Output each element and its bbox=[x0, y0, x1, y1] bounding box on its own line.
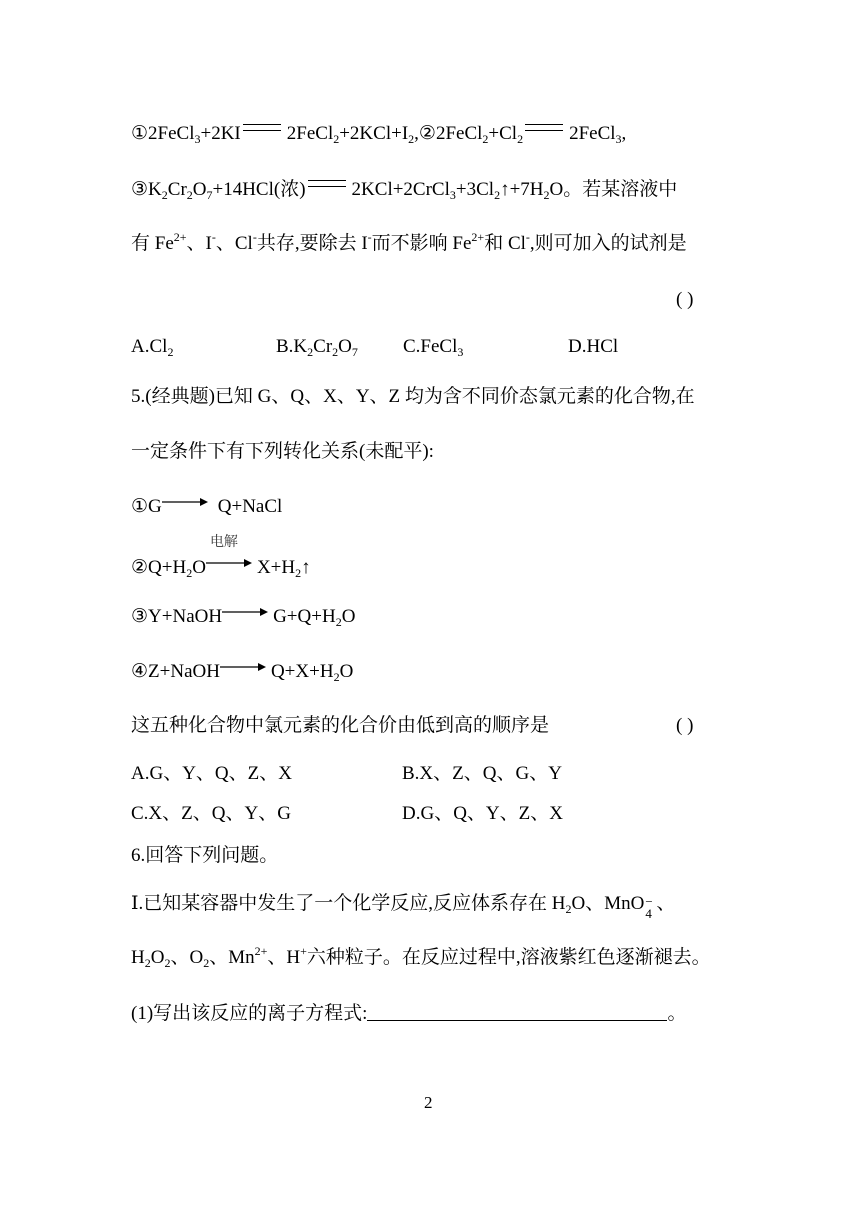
text: ,则可加入的试剂是 bbox=[529, 233, 687, 254]
superscript: - bbox=[211, 230, 216, 244]
subscript: 2 bbox=[482, 132, 489, 146]
q5-option-b: B.X、Z、Q、G、Y bbox=[402, 763, 562, 784]
q5-option-d: D.G、Q、Y、Z、X bbox=[402, 803, 563, 824]
text: 、O bbox=[170, 947, 204, 968]
subscript: 2 bbox=[161, 188, 168, 202]
text: O、MnO bbox=[571, 893, 645, 914]
text: 、Mn bbox=[209, 947, 255, 968]
text: ①2FeCl bbox=[131, 123, 195, 144]
text: O。若某溶液中 bbox=[549, 179, 678, 200]
text: O bbox=[192, 179, 207, 200]
subscript: 2 bbox=[307, 345, 314, 359]
text: ↑+7H bbox=[500, 179, 544, 200]
superscript: + bbox=[300, 944, 307, 958]
subscript: 2 bbox=[333, 132, 340, 146]
text: O bbox=[341, 606, 356, 627]
equals-sign bbox=[308, 180, 346, 187]
text: O bbox=[339, 661, 354, 682]
text: Q+NaCl bbox=[217, 496, 283, 517]
subscript: 2 bbox=[203, 956, 210, 970]
text: 、Cl bbox=[215, 233, 253, 254]
subscript: 2 bbox=[144, 956, 151, 970]
text: +3Cl bbox=[455, 179, 495, 200]
subscript: 3 bbox=[194, 132, 201, 146]
q5-option-c: C.X、Z、Q、Y、G bbox=[131, 803, 291, 824]
text: (1)写出该反应的离子方程式: bbox=[131, 1003, 368, 1024]
superscript: - bbox=[252, 230, 257, 244]
reaction-arrow-icon bbox=[220, 660, 266, 674]
subscript: 2 bbox=[517, 132, 524, 146]
subscript: 2 bbox=[335, 615, 342, 629]
superscript: 2+ bbox=[471, 230, 485, 244]
text: +2KCl+I bbox=[339, 123, 409, 144]
subscript: 2 bbox=[333, 670, 340, 684]
subscript: 4 bbox=[645, 906, 652, 921]
electrolysis-condition: 电解 bbox=[209, 534, 238, 550]
question-5-line-2: 一定条件下有下列转化关系(未配平): bbox=[131, 441, 434, 462]
text: ↑ bbox=[301, 557, 311, 578]
subscript: 2 bbox=[186, 188, 193, 202]
text: 而不影响 Fe bbox=[371, 233, 472, 254]
text: Cr bbox=[167, 179, 187, 200]
q6-paragraph-1 bbox=[131, 892, 676, 921]
text: ③K bbox=[131, 179, 162, 200]
q6-subquestion-1 bbox=[131, 1002, 686, 1026]
text: O bbox=[150, 947, 165, 968]
equation-line-1 bbox=[131, 122, 626, 146]
text: ②Q+H bbox=[131, 557, 187, 578]
superscript: 2+ bbox=[254, 944, 268, 958]
equals-sign bbox=[243, 124, 281, 131]
text: +Cl bbox=[488, 123, 518, 144]
q5-reaction-2 bbox=[131, 534, 311, 580]
subscript: 2 bbox=[167, 345, 174, 359]
superscript: - bbox=[367, 230, 372, 244]
text: 2FeCl bbox=[286, 123, 334, 144]
text: 共存,要除去 I bbox=[256, 233, 368, 254]
question-5-line-1: 5.(经典题)已知 G、Q、X、Y、Z 均为含不同价态氯元素的化合物,在 bbox=[131, 386, 695, 407]
equation-line-2 bbox=[131, 178, 677, 202]
q4-option-b bbox=[276, 335, 358, 359]
subscript: 2 bbox=[565, 902, 572, 916]
reaction-arrow-icon bbox=[206, 534, 252, 570]
text: , bbox=[414, 123, 419, 144]
text: 、H bbox=[267, 947, 301, 968]
q5-reaction-4 bbox=[131, 660, 353, 684]
text: 、I bbox=[186, 233, 212, 254]
text: 和 Cl bbox=[484, 233, 526, 254]
q6-paragraph-2 bbox=[131, 946, 711, 970]
reaction-arrow-icon bbox=[162, 495, 208, 509]
text: 2FeCl bbox=[569, 123, 616, 144]
text: G+Q+H bbox=[273, 606, 336, 627]
text: B.K bbox=[276, 336, 308, 357]
answer-blank[interactable] bbox=[367, 1002, 667, 1021]
text: H bbox=[131, 947, 145, 968]
text: 有 Fe bbox=[131, 233, 174, 254]
text: Ⅰ.已知某容器中发生了一个化学反应,反应体系存在 H bbox=[131, 893, 566, 914]
q4-option-a bbox=[131, 335, 173, 359]
text: 六种粒子。在反应过程中,溶液紫红色逐渐褪去。 bbox=[306, 947, 711, 968]
subscript: 2 bbox=[408, 132, 415, 146]
superscript: − bbox=[645, 894, 653, 909]
text: Cr bbox=[313, 336, 333, 357]
subscript: 2 bbox=[543, 188, 550, 202]
text: +2KI bbox=[200, 123, 241, 144]
subscript: 3 bbox=[449, 188, 456, 202]
text: 2KCl+2CrCl bbox=[351, 179, 450, 200]
subscript: 7 bbox=[206, 188, 213, 202]
text: Q+X+H bbox=[270, 661, 334, 682]
page-number: 2 bbox=[424, 1093, 433, 1112]
reaction-arrow-icon bbox=[222, 605, 268, 619]
q5-reaction-3 bbox=[131, 605, 355, 629]
text: O bbox=[192, 557, 206, 578]
q5-reaction-1 bbox=[131, 495, 282, 519]
text: ①G bbox=[131, 496, 162, 517]
q5-question: 这五种化合物中氯元素的化合价由低到高的顺序是 bbox=[131, 715, 550, 736]
superscript: - bbox=[525, 230, 530, 244]
subscript: 2 bbox=[164, 956, 171, 970]
text: 、 bbox=[656, 893, 676, 914]
subscript: 2 bbox=[295, 566, 302, 580]
subscript: 7 bbox=[351, 345, 358, 359]
text: ④Z+NaOH bbox=[131, 661, 220, 682]
q4-option-d: D.HCl bbox=[568, 336, 619, 357]
question-6-title: 6.回答下列问题。 bbox=[131, 845, 279, 866]
text: ③Y+NaOH bbox=[131, 606, 223, 627]
q5-option-a: A.G、Y、Q、Z、X bbox=[131, 763, 292, 784]
text: C.FeCl bbox=[403, 336, 458, 357]
answer-parentheses: ( ) bbox=[676, 715, 694, 736]
subscript: 2 bbox=[332, 345, 339, 359]
text: X+H bbox=[256, 557, 296, 578]
subscript: 3 bbox=[457, 345, 464, 359]
subscript: 3 bbox=[615, 132, 622, 146]
q4-option-c bbox=[403, 335, 463, 359]
text: 。 bbox=[667, 1003, 687, 1024]
subscript: 2 bbox=[494, 188, 501, 202]
text: A.Cl bbox=[131, 336, 168, 357]
subscript: 2 bbox=[186, 566, 193, 580]
text: +14HCl(浓) bbox=[212, 179, 306, 200]
text: ②2FeCl bbox=[418, 123, 483, 144]
superscript: 2+ bbox=[173, 230, 187, 244]
text: , bbox=[621, 123, 627, 144]
equals-sign bbox=[525, 124, 563, 131]
answer-parentheses: ( ) bbox=[676, 289, 694, 310]
text: O bbox=[338, 336, 352, 357]
question-4-stem bbox=[131, 232, 687, 256]
